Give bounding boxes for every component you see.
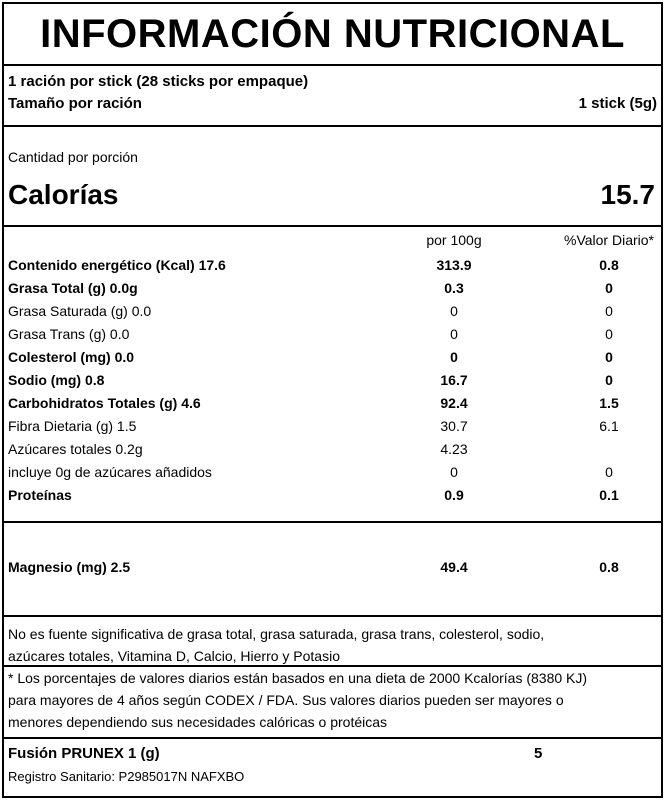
calories-section xyxy=(4,127,661,227)
nutrient-daily-value: 0.8 xyxy=(599,559,619,575)
nutrient-daily-value: 0 xyxy=(605,326,613,342)
nutrient-name: incluye 0g de azúcares añadidos xyxy=(8,464,212,480)
nutrient-name: Proteínas xyxy=(8,487,72,503)
nutrient-row-trans-fat xyxy=(4,323,661,345)
nutrition-label xyxy=(2,2,663,798)
nutrient-name: Grasa Trans (g) 0.0 xyxy=(8,326,130,342)
nutrient-per100g: 30.7 xyxy=(440,418,468,434)
nutrient-row-total-fat xyxy=(4,277,661,299)
nutrient-row-cholesterol xyxy=(4,346,661,368)
serving-per-stick: 1 ración por stick (28 sticks por empaque) xyxy=(8,73,309,90)
nutrient-name: Grasa Saturada (g) 0.0 xyxy=(8,303,152,319)
nutrient-daily-value: 0 xyxy=(605,280,613,296)
nutrient-daily-value: 0.1 xyxy=(599,487,619,503)
footnote-line: para mayores de 4 años según CODEX / FDA. Sus valores diarios pueden ser mayores o xyxy=(8,692,564,708)
nutrient-name: Sodio (mg) 0.8 xyxy=(8,372,105,388)
nutrient-per100g: 16.7 xyxy=(440,372,468,388)
nutrients-table xyxy=(4,227,661,523)
footnote-line: * Los porcentajes de valores diarios están basados en una dieta de 2000 Kcalorías (8380 KJ) xyxy=(8,670,588,686)
product-value: 5 xyxy=(534,745,543,762)
nutrient-daily-value: 6.1 xyxy=(599,418,619,434)
nutrient-row-energy xyxy=(4,254,661,276)
nutrient-row-protein xyxy=(4,484,661,506)
nutrient-daily-value: 0.8 xyxy=(599,257,619,273)
amount-per-serving-label: Cantidad por porción xyxy=(8,149,138,165)
daily-value-footnote xyxy=(4,667,661,739)
nutrient-per100g: 0.9 xyxy=(444,487,464,503)
nutrient-name: Magnesio (mg) 2.5 xyxy=(8,559,131,575)
nutrient-per100g: 0 xyxy=(450,326,458,342)
product-name: Fusión PRUNEX 1 (g) xyxy=(8,745,160,762)
nutrient-row-total-sugars xyxy=(4,438,661,460)
product-section xyxy=(4,739,661,799)
nutrient-row-carbohydrates xyxy=(4,392,661,414)
nutrient-row-fiber xyxy=(4,415,661,437)
column-header-per100g: por 100g xyxy=(426,232,482,248)
note-line: azúcares totales, Vitamina D, Calcio, Hierro y Potasio xyxy=(8,648,340,664)
nutrient-name: Azúcares totales 0.2g xyxy=(8,441,143,457)
nutrient-per100g: 4.23 xyxy=(440,441,468,457)
nutrient-per100g: 0.3 xyxy=(444,280,464,296)
nutrient-daily-value: 1.5 xyxy=(599,395,619,411)
calories-label: Calorías xyxy=(8,179,119,210)
nutrient-daily-value: 0 xyxy=(605,464,613,480)
nutrient-daily-value: 0 xyxy=(605,303,613,319)
nutrient-name: Grasa Total (g) 0.0g xyxy=(8,280,138,296)
nutrient-name: Contenido energético (Kcal) 17.6 xyxy=(8,257,226,273)
nutrient-per100g: 0 xyxy=(450,349,458,365)
nutrient-daily-value: 0 xyxy=(605,349,613,365)
footnote-line: menores dependiendo sus necesidades calóricas o protéicas xyxy=(8,714,388,730)
calories-value: 15.7 xyxy=(600,179,655,210)
note-line: No es fuente significativa de grasa total, grasa saturada, grasa trans, colesterol, sodio, xyxy=(8,626,545,642)
nutrients-header xyxy=(4,232,661,252)
nutrient-row-sodium xyxy=(4,369,661,391)
serving-size-label: Tamaño por ración xyxy=(8,95,142,112)
nutrient-name: Carbohidratos Totales (g) 4.6 xyxy=(8,395,201,411)
label-title: INFORMACIÓN NUTRICIONAL xyxy=(4,4,661,66)
nutrient-daily-value: 0 xyxy=(605,372,613,388)
nutrient-name: Colesterol (mg) 0.0 xyxy=(8,349,135,365)
nutrient-per100g: 313.9 xyxy=(436,257,472,273)
serving-section xyxy=(4,71,661,127)
minerals-section xyxy=(4,523,661,617)
nutrient-per100g: 0 xyxy=(450,303,458,319)
column-header-daily-value: %Valor Diario* xyxy=(564,232,654,248)
nutrient-name: Fibra Dietaria (g) 1.5 xyxy=(8,418,137,434)
serving-per-stick-row xyxy=(8,71,657,93)
serving-size-row xyxy=(8,93,657,115)
nutrient-per100g: 0 xyxy=(450,464,458,480)
nutrient-row-added-sugars xyxy=(4,461,661,483)
nutrient-per100g: 92.4 xyxy=(440,395,468,411)
nutrient-per100g: 49.4 xyxy=(440,559,468,575)
nutrient-row-magnesium xyxy=(4,556,661,578)
sanitary-registration: Registro Sanitario: P2985017N NAFXBO xyxy=(8,769,245,784)
not-significant-source-note xyxy=(4,617,661,667)
nutrient-row-saturated-fat xyxy=(4,300,661,322)
serving-size-value: 1 stick (5g) xyxy=(578,95,657,112)
